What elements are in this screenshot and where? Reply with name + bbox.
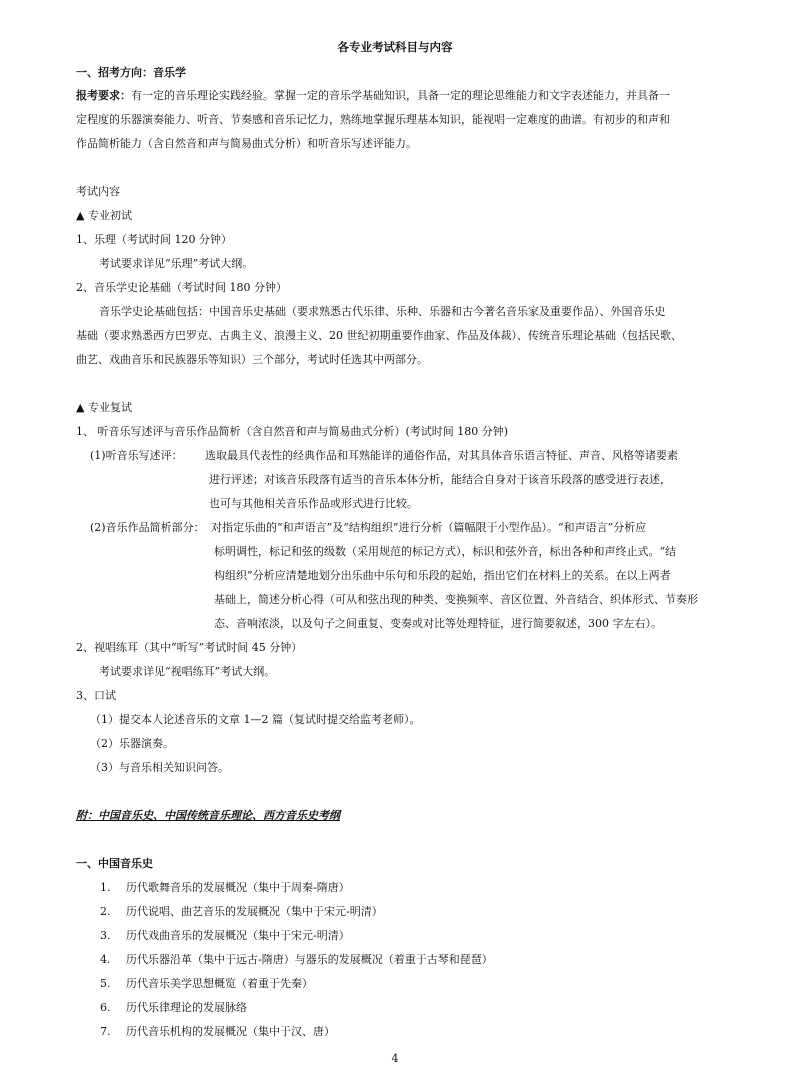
- prelim-item-1-note: 考试要求详见“乐理”考试大纲。: [99, 257, 254, 270]
- retest-item-1: 1、 听音乐写述评与音乐作品简析（含自然音和声与简易曲式分析）(考试时间 180 分钟): [76, 425, 509, 438]
- prelim-item-1: 1、乐理（考试时间 120 分钟）: [76, 233, 232, 246]
- retest-sub-1-line-2: 进行评述；对该音乐段落有适当的音乐本体分析，能结合自身对于该音乐段落的感受进行表述，: [209, 473, 671, 486]
- section-heading-musicology: 一、招考方向：音乐学: [76, 66, 186, 79]
- list-item-text: 历代歌舞音乐的发展概况（集中于周秦-隋唐）: [126, 881, 350, 894]
- prelim-item-2-line-2: 基础（要求熟悉西方巴罗克、古典主义、浪漫主义、20 世纪初期重要作曲家、作品及体裁）、传统音乐理论基础（包括民歌、: [76, 329, 682, 342]
- list-item: [100, 977, 111, 991]
- list-item-number: 3.: [100, 929, 111, 942]
- list-item-text: 历代音乐机构的发展概况（集中于汉、唐）: [126, 1025, 335, 1038]
- exam-content-label: 考试内容: [76, 185, 120, 198]
- page-number: 4: [391, 1052, 399, 1065]
- requirements-line-2: 定程度的乐器演奏能力、听音、节奏感和音乐记忆力，熟练地掌握乐理基本知识，能视唱一定难度的曲谱。有初步的和声和: [76, 113, 670, 126]
- list-item: [100, 953, 111, 967]
- list-item-number: 6.: [100, 1001, 111, 1014]
- list-item-number: 2.: [100, 905, 111, 918]
- chinese-music-history-heading: 一、中国音乐史: [76, 857, 153, 870]
- requirements-text: 有一定的音乐理论实践经验。掌握一定的音乐学基础知识，具备一定的理论思维能力和文字表述能力，并具备一: [131, 89, 670, 102]
- requirements-line-1: [76, 89, 670, 103]
- list-item: [100, 905, 111, 919]
- retest-item-2-note: 考试要求详见“视唱练耳”考试大纲。: [99, 665, 276, 678]
- requirements-label: 报考要求：: [76, 89, 131, 102]
- retest-item-3: 3、口试: [76, 689, 116, 702]
- list-item-text: 历代音乐美学思想概览（着重于先秦）: [126, 977, 313, 990]
- list-item-text: 历代乐律理论的发展脉络: [126, 1001, 247, 1014]
- list-item-text: 历代戏曲音乐的发展概况（集中于宋元-明清）: [126, 929, 350, 942]
- retest-sub-2-line-5: 态、音响浓淡，以及句子之间重复、变奏或对比等处理特征，进行简要叙述，300 字左右）。: [214, 617, 662, 630]
- prelim-item-2-line-3: 曲艺、戏曲音乐和民族器乐等知识）三个部分，考试时任选其中两部分。: [76, 353, 428, 366]
- retest-heading: ▲ 专业复试: [76, 401, 132, 414]
- prelim-heading: ▲ 专业初试: [76, 209, 132, 222]
- retest-item-2: 2、视唱练耳（其中“听写”考试时间 45 分钟）: [76, 641, 303, 654]
- list-item: [100, 881, 111, 895]
- retest-item-3-sub-1: （1）提交本人论述音乐的文章 1—2 篇（复试时提交给监考老师）。: [90, 713, 421, 726]
- list-item: [100, 929, 111, 943]
- retest-sub-1-line-1: 选取最具代表性的经典作品和耳熟能详的通俗作品，对其具体音乐语言特征、声音、风格等诸要素: [205, 449, 678, 462]
- list-item: [100, 1025, 111, 1039]
- prelim-item-2: 2、音乐学史论基础（考试时间 180 分钟）: [76, 281, 287, 294]
- retest-item-3-sub-3: （3）与音乐相关知识问答。: [90, 761, 229, 774]
- retest-item-3-sub-2: （2）乐器演奏。: [90, 737, 174, 750]
- retest-sub-1-line-3: 也可与其他相关音乐作品或形式进行比较。: [209, 497, 418, 510]
- retest-sub-1-label: (1)听音乐写述评：: [90, 449, 183, 462]
- prelim-item-2-line-1: 音乐学史论基础包括：中国音乐史基础（要求熟悉古代乐律、乐种、乐器和古今著名音乐家及重要作品）、外国音乐史: [99, 305, 666, 318]
- requirements-line-3: 作品简析能力（含自然音和声与简易曲式分析）和听音乐写述评能力。: [76, 137, 417, 150]
- retest-sub-2-line-2: 标明调性，标记和弦的级数（采用规范的标记方式），标识和弦外音，标出各种和声终止式。“结: [214, 545, 677, 558]
- list-item-text: 历代乐器沿革（集中于远古-隋唐）与器乐的发展概况（着重于古琴和琵琶）: [126, 953, 493, 966]
- retest-sub-2-line-3: 构组织”分析应清楚地划分出乐曲中乐句和乐段的起始，指出它们在材料上的关系。在以上两者: [214, 569, 671, 582]
- list-item-number: 7.: [100, 1025, 111, 1038]
- list-item: [100, 1001, 111, 1015]
- retest-sub-2-label: (2)音乐作品简析部分：: [90, 521, 205, 534]
- list-item-number: 5.: [100, 977, 111, 990]
- list-item-text: 历代说唱、曲艺音乐的发展概况（集中于宋元-明清）: [126, 905, 383, 918]
- page-title: 各专业考试科目与内容: [337, 40, 453, 54]
- appendix-heading: 附：中国音乐史、中国传统音乐理论、西方音乐史考纲: [76, 809, 340, 822]
- list-item-number: 4.: [100, 953, 111, 966]
- list-item-number: 1.: [100, 881, 111, 894]
- retest-sub-2-line-1: 对指定乐曲的“和声语言”及“结构组织”进行分析（篇幅限于小型作品）。“和声语言”分析应: [211, 521, 647, 534]
- retest-sub-2-line-4: 基础上，简述分析心得（可从和弦出现的种类、变换频率、音区位置、外音结合、织体形式、节奏形: [214, 593, 698, 606]
